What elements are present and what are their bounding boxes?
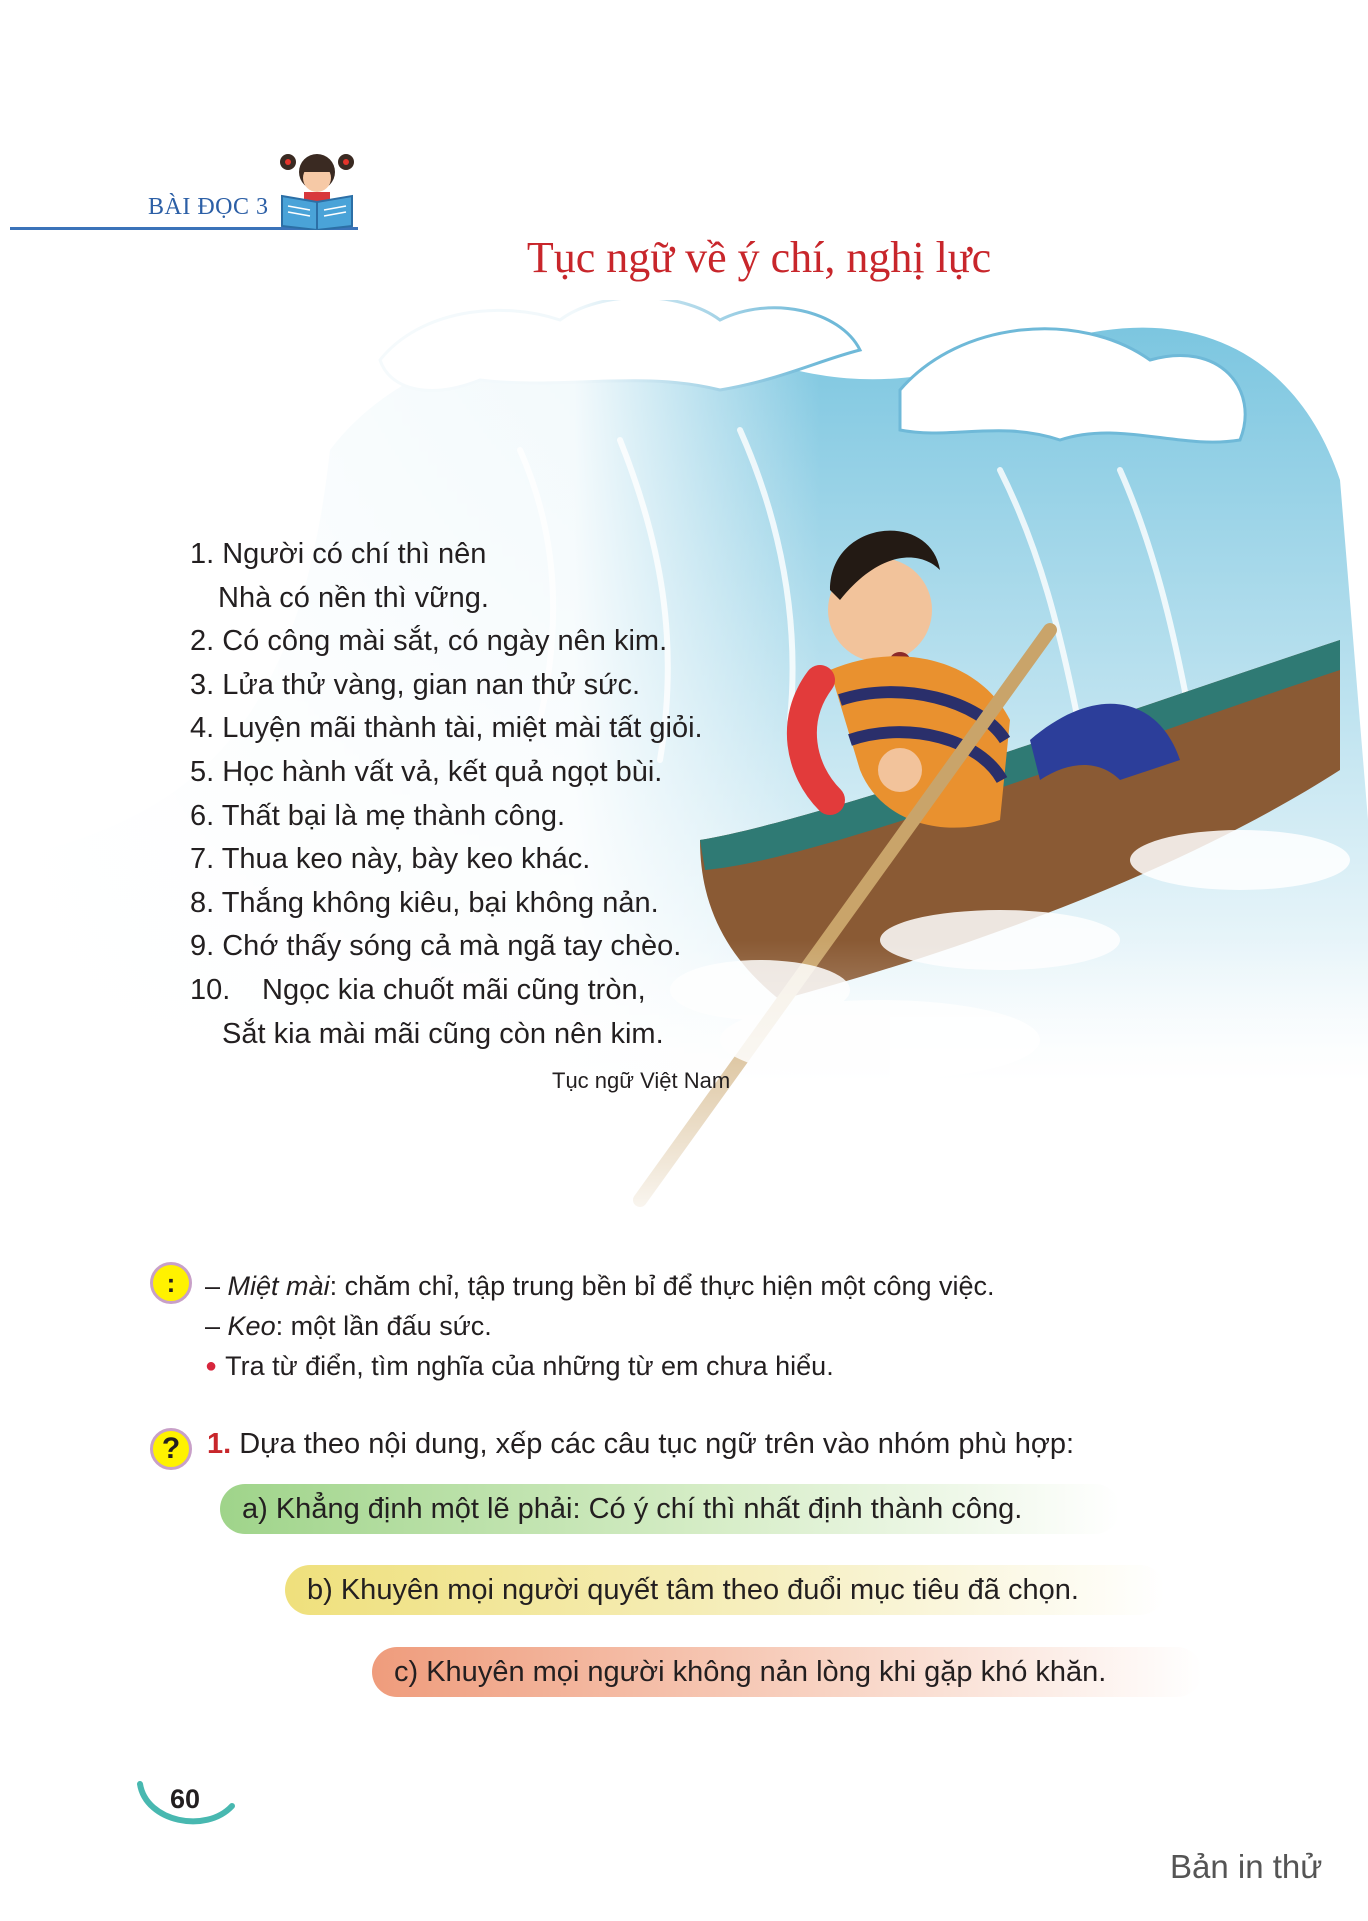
lesson-title: Tục ngữ về ý chí, nghị lực <box>526 233 992 282</box>
proverb-1-line-2: Nhà có nền thì vững. <box>218 581 489 614</box>
glossary-def-1: : chăm chỉ, tập trung bền bỉ để thực hiện một công việc. <box>329 1271 995 1301</box>
proverb-9: 9. Chớ thấy sóng cả mà ngã tay chèo. <box>190 930 682 963</box>
proverb-4: 4. Luyện mãi thành tài, miệt mài tất giỏi. <box>190 712 703 745</box>
print-proof-note: Bản in thử <box>1170 1848 1323 1885</box>
glossary-dash: – <box>205 1271 221 1301</box>
proverb-10-text: Ngọc kia chuốt mãi cũng tròn, <box>262 973 646 1006</box>
proverb-6: 6. Thất bại là mẹ thành công. <box>190 799 566 832</box>
glossary-entry-2 <box>205 1306 995 1346</box>
glossary-term-1: Miệt mài <box>227 1271 330 1301</box>
proverb-10-number: 10. <box>190 973 231 1006</box>
proverb-3: 3. Lửa thử vàng, gian nan thử sức. <box>190 668 641 701</box>
reader-girl-icon <box>276 148 358 230</box>
glossary-dash: – <box>205 1311 221 1341</box>
answer-group-b: b) Khuyên mọi người quyết tâm theo đuổi mục tiêu đã chọn. <box>285 1565 1165 1615</box>
glossary-entry-1 <box>205 1266 995 1306</box>
proverb-1-line-1: 1. Người có chí thì nên <box>190 538 487 570</box>
question-number: 1. <box>207 1428 232 1460</box>
glossary-bullet <box>205 1346 995 1386</box>
glossary-term-2: Keo <box>227 1311 276 1341</box>
glossary-def-2: : một lần đấu sức. <box>275 1311 492 1341</box>
proverb-8: 8. Thắng không kiêu, bại không nản. <box>190 886 659 919</box>
proverb-list <box>190 533 703 1056</box>
lesson-label: BÀI ĐỌC 3 <box>148 194 269 220</box>
proverb-10-line-1 <box>190 969 703 1013</box>
proverb-10-line-2: Sắt kia mài mãi cũng còn nên kim. <box>222 1017 664 1050</box>
answer-group-c: c) Khuyên mọi người không nản lòng khi gặp khó khăn. <box>372 1647 1202 1697</box>
question-1 <box>207 1428 1074 1461</box>
question-mark-icon: ? <box>150 1428 192 1470</box>
page-number: 60 <box>170 1784 201 1814</box>
glossary-bullet-text: Tra từ điển, tìm nghĩa của những từ em chưa hiểu. <box>225 1351 834 1381</box>
answer-group-a: a) Khẳng định một lẽ phải: Có ý chí thì nhất định thành công. <box>220 1484 1120 1534</box>
proverb-2: 2. Có công mài sắt, có ngày nên kim. <box>190 625 668 658</box>
glossary-colon-icon: : <box>150 1262 192 1304</box>
question-text: Dựa theo nội dung, xếp các câu tục ngữ trên vào nhóm phù hợp: <box>239 1428 1075 1460</box>
bullet-dot-icon: ● <box>205 1355 218 1377</box>
proverb-5: 5. Học hành vất vả, kết quả ngọt bùi. <box>190 755 663 788</box>
proverb-source: Tục ngữ Việt Nam <box>552 1068 731 1093</box>
proverb-7: 7. Thua keo này, bày keo khác. <box>190 843 591 876</box>
glossary <box>205 1266 995 1386</box>
